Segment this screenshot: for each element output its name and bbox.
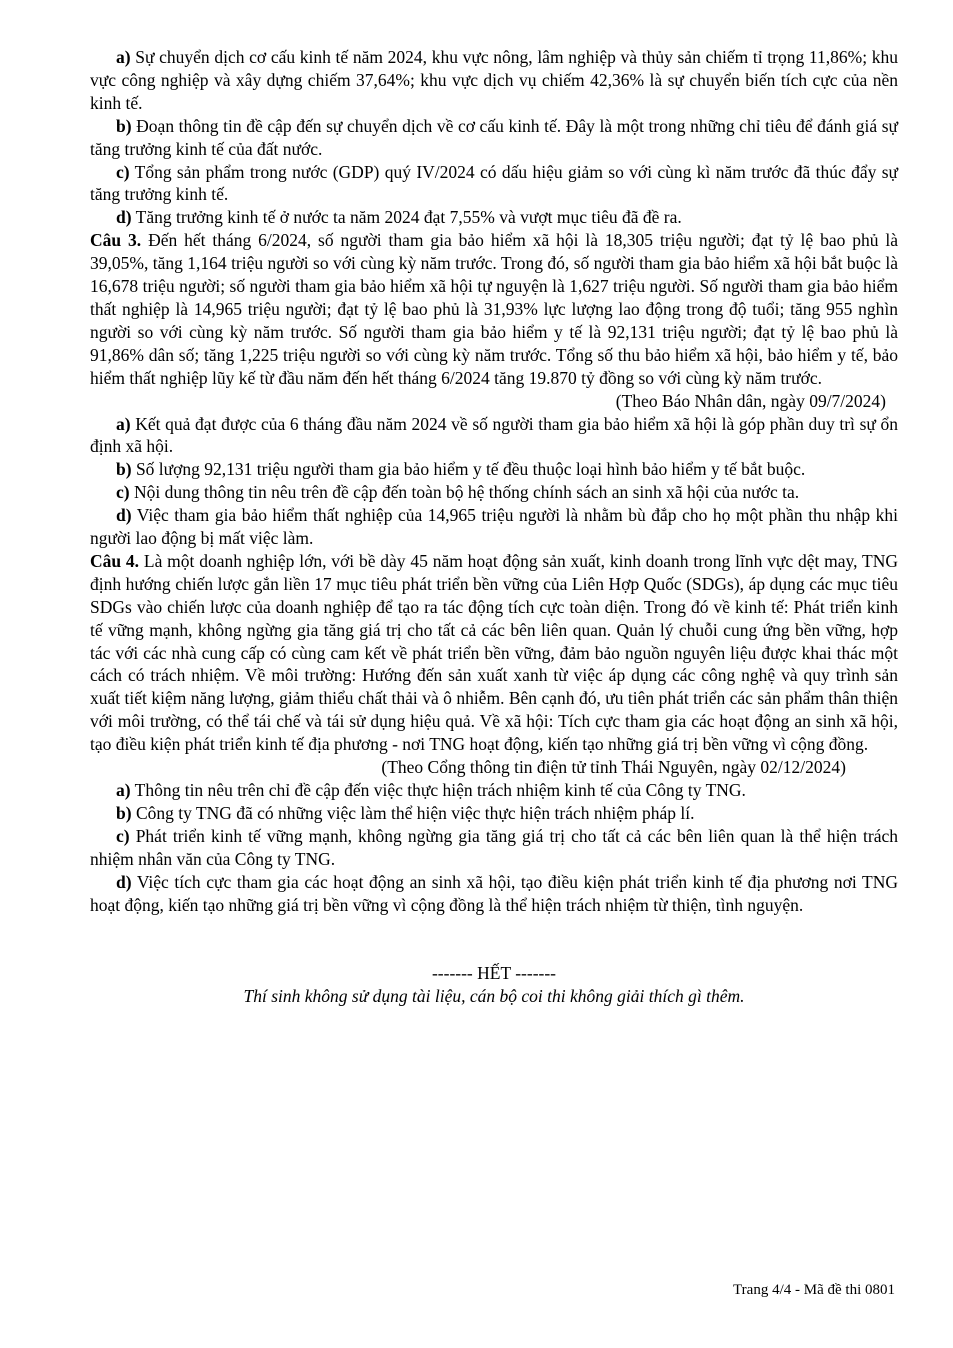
question-4 bbox=[90, 550, 898, 756]
question-label: Câu 4. bbox=[90, 550, 140, 571]
q3-option-b bbox=[90, 458, 898, 481]
q3-option-a bbox=[90, 413, 898, 459]
q4-source: (Theo Cổng thông tin điện tử tỉnh Thái Nguyên, ngày 02/12/2024) bbox=[381, 757, 846, 778]
question-text: Đến hết tháng 6/2024, số người tham gia bảo hiểm xã hội là 18,305 triệu người; đạt tỷ lệ bao phủ là 39,05%, tăng 1,164 triệu người so với cùng kỳ năm trước. Trong đó, số người tham gia bảo hiểm xã hội bắt buộc là 16,678 triệu người; số người tham gia bảo hiểm xã hội tự nguyện là 1,627 triệu người. Số người tham gia bảo hiểm thất nghiệp là 14,965 triệu người; đạt tỷ lệ bao phủ là 31,93% lực lượng lao động trong độ tuổi; tăng 955 nghìn người so với cùng kỳ năm trước. Số người tham gia bảo hiểm y tế là 92,131 triệu người; đạt tỷ lệ bao phủ là 91,86% dân số; tăng 1,225 triệu người so với cùng kỳ năm trước. Tổng số thu bảo hiểm xã hội, bảo hiểm y tế, bảo hiểm thất nghiệp lũy kế từ đầu năm đến hết tháng 6/2024 tăng 19.870 tỷ đồng so với cùng kỳ năm trước. bbox=[90, 230, 899, 388]
q4-option-b bbox=[90, 802, 898, 825]
exam-note: Thí sinh không sử dụng tài liệu, cán bộ coi thi không giải thích gì thêm. bbox=[243, 986, 745, 1007]
q2-option-a bbox=[90, 46, 898, 115]
q2-option-d bbox=[90, 206, 898, 229]
option-text: Sự chuyển dịch cơ cấu kinh tế năm 2024, khu vực nông, lâm nghiệp và thủy sản chiếm tỉ trọng 11,86%; khu vực công nghiệp và xây dựng chiếm 37,64%; khu vực dịch vụ chiếm 42,36% là sự chuyển biến tích cực của nền kinh tế. bbox=[90, 47, 898, 113]
option-text: Số lượng 92,131 triệu người tham gia bảo hiểm y tế đều thuộc loại hình bảo hiểm y tế bắt buộc. bbox=[135, 459, 806, 480]
option-text: Tổng sản phẩm trong nước (GDP) quý IV/2024 có dấu hiệu giảm so với cùng kì năm trước đã thúc đẩy sự tăng trưởng kinh tế. bbox=[90, 161, 898, 205]
option-label: c) bbox=[116, 825, 130, 846]
question-text: Là một doanh nghiệp lớn, với bề dày 45 năm hoạt động sản xuất, kinh doanh trong lĩnh vực dệt may, TNG định hướng chiến lược gắn liền 17 mục tiêu phát triển bền vững của Liên Hợp Quốc (SDGs), áp dụng các mục tiêu SDGs vào chiến lược của doanh nghiệp để tạo ra tác động tích cực toàn diện. Trong đó về kinh tế: Phát triển kinh tế vững mạnh, không ngừng gia tăng giá trị cho tất cả các bên liên quan. Quản lý chuỗi cung ứng bền vững, hợp tác với các nhà cung cấp có cùng cam kết về phát triển bền vững, đảm bảo nguồn nguyên liệu được khai thác một cách có trách nhiệm. Về môi trường: Hướng đến sản xuất xanh từ việc áp dụng các công nghệ và quy trình sản xuất tiết kiệm năng lượng, giảm thiểu chất thải và ô nhiễm. Bên cạnh đó, ưu tiên phát triển các sản phẩm thân thiện với môi trường, có thể tái chế và tái sử dụng hiệu quả. Về xã hội: Tích cực tham gia các hoạt động an sinh xã hội, tạo điều kiện phát triển kinh tế địa phương - nơi TNG hoạt động, kiến tạo những giá trị bền vững vì cộng đồng. bbox=[90, 550, 898, 755]
option-text: Việc tham gia bảo hiểm thất nghiệp của 14,965 triệu người là nhằm bù đắp cho họ một phần thu nhập khi người lao động bị mất việc làm. bbox=[90, 505, 898, 549]
end-mark: ------- HẾT ------- bbox=[431, 963, 557, 984]
page-footer: Trang 4/4 - Mã đề thi 0801 bbox=[733, 1282, 895, 1298]
q3-option-d bbox=[90, 504, 898, 550]
q2-option-b bbox=[90, 115, 898, 161]
q4-option-d bbox=[90, 871, 898, 917]
option-text: Thông tin nêu trên chỉ đề cập đến việc thực hiện trách nhiệm kinh tế của Công ty TNG. bbox=[134, 780, 746, 800]
option-text: Kết quả đạt được của 6 tháng đầu năm 2024 về số người tham gia bảo hiểm xã hội là góp phần duy trì sự ổn định xã hội. bbox=[90, 413, 899, 457]
option-text: Nội dung thông tin nêu trên đề cập đến toàn bộ hệ thống chính sách an sinh xã hội của nước ta. bbox=[133, 482, 800, 503]
option-label: c) bbox=[116, 161, 130, 182]
option-label: a) bbox=[116, 413, 131, 434]
option-label: b) bbox=[116, 802, 132, 823]
q3-source: (Theo Báo Nhân dân, ngày 09/7/2024) bbox=[615, 390, 886, 411]
q3-option-c bbox=[90, 481, 898, 504]
q4-option-c bbox=[90, 825, 898, 871]
q4-option-a bbox=[90, 779, 898, 802]
option-label: c) bbox=[116, 482, 130, 503]
option-label: d) bbox=[116, 505, 132, 526]
q2-option-c bbox=[90, 161, 898, 207]
option-text: Tăng trưởng kinh tế ở nước ta năm 2024 đạt 7,55% và vượt mục tiêu đã đề ra. bbox=[135, 207, 682, 228]
option-text: Công ty TNG đã có những việc làm thể hiện việc thực hiện trách nhiệm pháp lí. bbox=[135, 802, 695, 823]
option-label: d) bbox=[116, 207, 132, 228]
question-label: Câu 3. bbox=[90, 230, 142, 251]
question-3 bbox=[90, 229, 898, 389]
option-label: a) bbox=[116, 780, 131, 800]
option-text: Phát triển kinh tế vững mạnh, không ngừng gia tăng giá trị cho tất cả các bên liên quan là thể hiện trách nhiệm nhân văn của Công ty TNG. bbox=[90, 825, 899, 869]
option-text: Việc tích cực tham gia các hoạt động an sinh xã hội, tạo điều kiện phát triển kinh tế địa phương nơi TNG hoạt động, kiến tạo những giá trị bền vững vì cộng đồng là thể hiện trách nhiệm từ thiện, tình nguyện. bbox=[90, 871, 899, 915]
option-label: a) bbox=[116, 47, 131, 67]
option-label: b) bbox=[116, 115, 132, 136]
option-text: Đoạn thông tin đề cập đến sự chuyển dịch về cơ cấu kinh tế. Đây là một trong những chỉ tiêu để đánh giá sự tăng trưởng kinh tế của đất nước. bbox=[90, 115, 899, 159]
exam-page bbox=[90, 46, 898, 1008]
option-label: d) bbox=[116, 871, 132, 892]
option-label: b) bbox=[116, 459, 132, 480]
